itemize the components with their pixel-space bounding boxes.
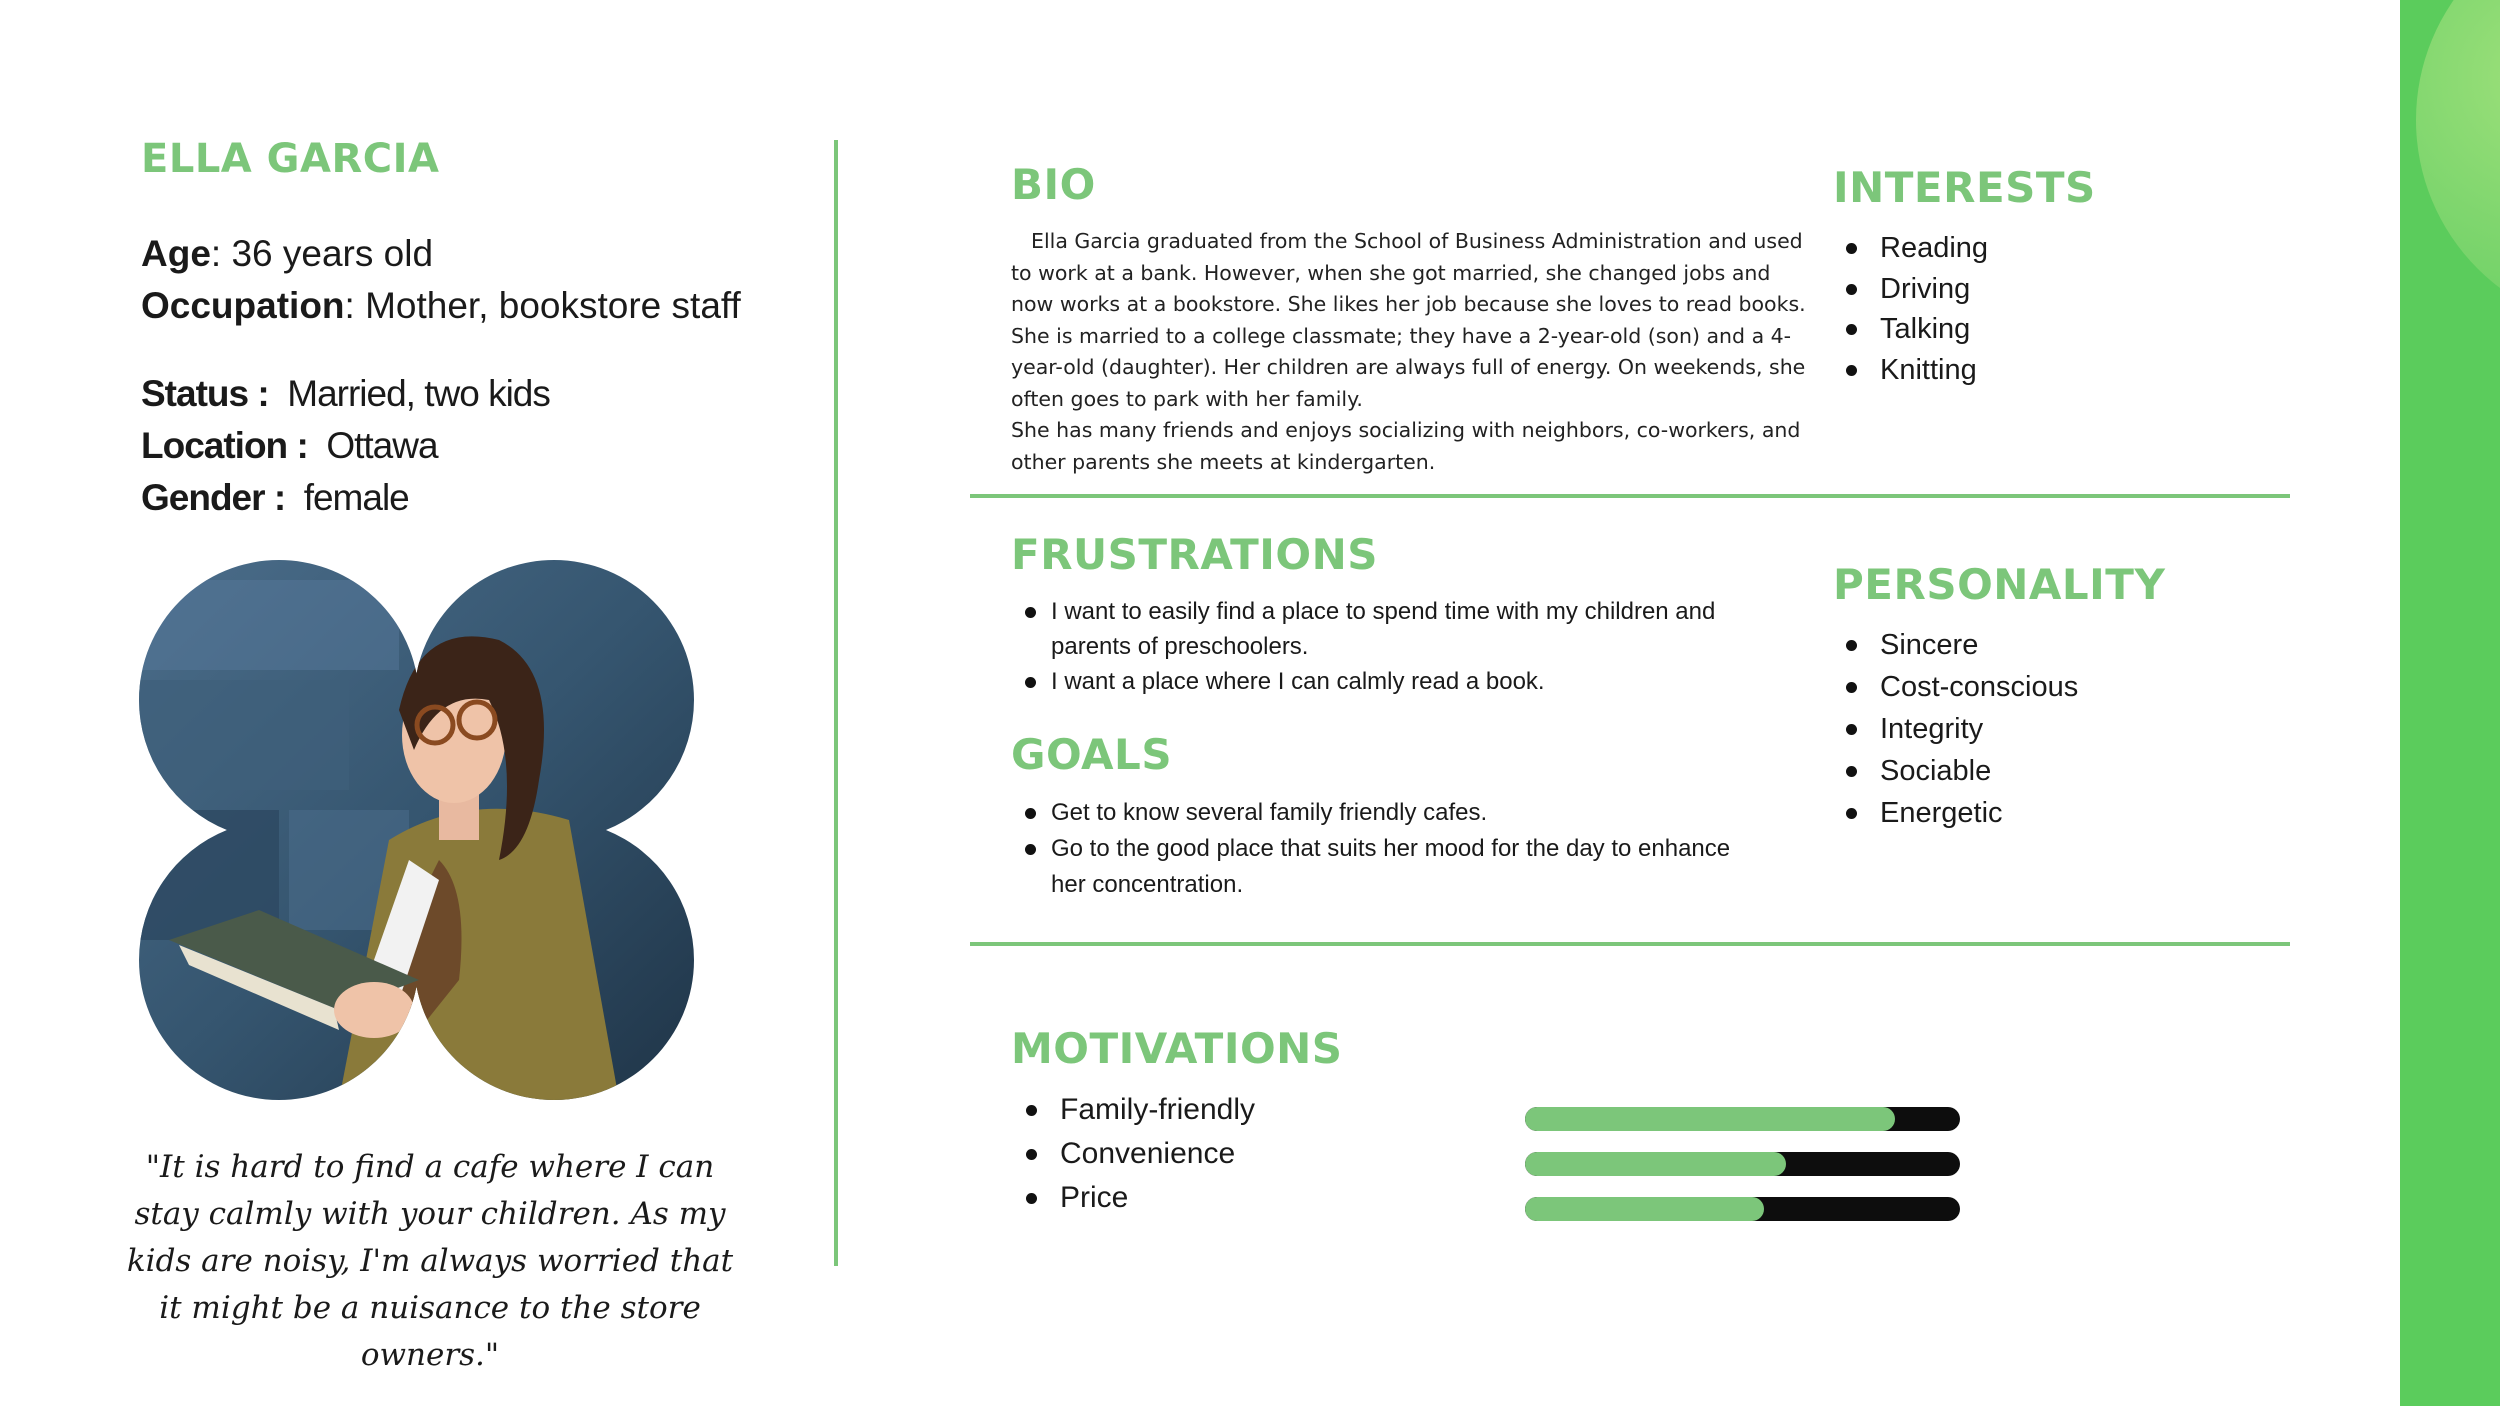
motivation-item: Price [1020, 1176, 1255, 1220]
persona-quote: "It is hard to find a cafe where I can stay calmly with your children. As my kids are noisy, I'm always worried that it might be a nuisance to the store owners." [126, 1149, 734, 1373]
frustrations-list [1011, 594, 1771, 699]
interest-item: Reading [1840, 228, 1988, 269]
persona-status-info [141, 368, 550, 524]
location-value: Ottawa [326, 425, 438, 466]
interests-title: INTERESTS [1833, 163, 2096, 212]
personality-item: Sociable [1840, 750, 2078, 792]
age-label: Age [141, 233, 211, 274]
bio-paragraph: Ella Garcia graduated from the School of Business Administration and used to work at a bank. However, when she got married, she changed jobs and now works at a bookstore. She likes her job because she loves to read books. [1011, 229, 1806, 316]
persona-name: ELLA GARCIA [141, 136, 440, 182]
motivation-bar-price [1525, 1197, 1960, 1221]
interests-list [1840, 228, 1988, 390]
location-label: Location : [141, 425, 308, 466]
decorative-circle [2416, 0, 2500, 330]
occupation-label: Occupation [141, 285, 345, 326]
occupation-value: : Mother, bookstore staff [344, 285, 741, 326]
motivation-bar-fill [1525, 1152, 1786, 1176]
persona-basic-info [141, 228, 741, 332]
motivations-title: MOTIVATIONS [1011, 1024, 1343, 1073]
goals-title: GOALS [1011, 730, 1173, 779]
age-value: : 36 years old [210, 233, 434, 274]
interest-item: Driving [1840, 269, 1988, 310]
vertical-divider [834, 140, 838, 1266]
occupation-row [141, 280, 741, 332]
interest-item: Talking [1840, 309, 1988, 350]
goals-list [1011, 795, 1771, 903]
motivation-bar-family-friendly [1525, 1107, 1960, 1131]
horizontal-divider-top [970, 494, 2290, 498]
frustrations-title: FRUSTRATIONS [1011, 530, 1378, 579]
bio-paragraph: She has many friends and enjoys socializing with neighbors, co-workers, and other parents she meets at kindergarten. [1011, 418, 1801, 474]
frustration-item: I want a place where I can calmly read a book. [1011, 664, 1771, 699]
age-row [141, 228, 741, 280]
personality-item: Cost-conscious [1840, 666, 2078, 708]
gender-row [141, 472, 550, 524]
gender-label: Gender : [141, 477, 286, 518]
status-value: Married, two kids [287, 373, 550, 414]
bio-text [1011, 226, 1811, 478]
status-label: Status : [141, 373, 269, 414]
motivation-bar-fill [1525, 1107, 1895, 1131]
decorative-band [2400, 0, 2500, 1406]
motivation-item: Family-friendly [1020, 1088, 1255, 1132]
personality-title: PERSONALITY [1833, 560, 2166, 609]
frustration-item: I want to easily find a place to spend time with my children and parents of preschoolers. [1011, 594, 1771, 664]
bio-title: BIO [1011, 160, 1096, 209]
horizontal-divider-bottom [970, 942, 2290, 946]
personality-item: Energetic [1840, 792, 2078, 834]
interest-item: Knitting [1840, 350, 1988, 391]
motivation-bar-convenience [1525, 1152, 1960, 1176]
motivation-bar-fill [1525, 1197, 1764, 1221]
goal-item: Get to know several family friendly cafes. [1011, 795, 1771, 831]
status-row [141, 368, 550, 420]
goal-item: Go to the good place that suits her mood for the day to enhance her concentration. [1011, 831, 1771, 903]
personality-item: Sincere [1840, 624, 2078, 666]
motivations-list [1020, 1088, 1255, 1220]
motivation-bars [1525, 1107, 1960, 1242]
location-row [141, 420, 550, 472]
motivation-item: Convenience [1020, 1132, 1255, 1176]
personality-list [1840, 624, 2078, 834]
persona-photo [139, 560, 699, 1100]
bio-paragraph: She is married to a college classmate; they have a 2-year-old (son) and a 4-year-old (daughter). Her children are always full of energy. On weekends, she often goes to park with her family. [1011, 323, 1806, 411]
personality-item: Integrity [1840, 708, 2078, 750]
gender-value: female [303, 477, 409, 518]
